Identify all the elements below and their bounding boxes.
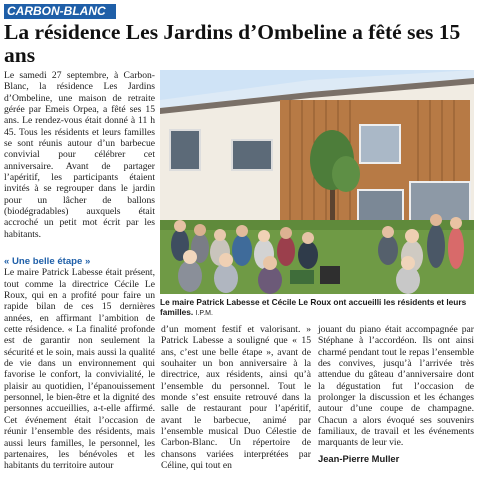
- body-text-1: Le maire Patrick Labesse était présent, tout comme la directrice Cécile Le Roux, qui en a profité pour faire un rapide bilan de ces 15 dernières années, en affirmant l’ambition de cette résidence. « La finalité profonde est de garantir non seulement la sécurité et le soin, mais aussi la qualité de vie dans un environnement qui favorise le confort, la convivialité, le plaisir au quotidien, l’épanouissement personnel, le bien-être et la dignité des personnes accueillies, a-t-elle affirmé. Cet événement était l’occasion de réunir l’ensemble des résidents, mais aussi leurs familles, le personnel, les partenaires, les bénévoles et les habitants du territoire autour: [4, 267, 155, 472]
- author-signature: Jean-Pierre Muller: [318, 452, 400, 464]
- caption-text: Le maire Patrick Labesse et Cécile Le Roux ont accueilli les résidents et leurs familles.: [160, 297, 467, 318]
- section-tag: CARBON-BLANC: [4, 4, 116, 19]
- body-column-2: [161, 324, 311, 471]
- body-text-2: d’un moment festif et valorisant. » Patrick Labesse a souligné que « 15 ans, c’est une belle étape », avant de souhaiter un bon anniversaire à la directrice, aux résidents, ainsi qu’à l’ensemble du personnel. Tout le monde s’est ensuite retrouvé dans la salle de restaurant pour l’apéritif, avant le barbecue, animé par l’ensemble musical Duo Célestie de Carbon-Blanc. Un répertoire de chansons variées interprétées par Céline, qui tout en: [161, 324, 311, 472]
- event-photo: [160, 70, 474, 294]
- intro-paragraph: Le samedi 27 septembre, à Carbon-Blanc, la résidence Les Jardins d’Ombeline, une maison de retraite gérée par Emeis Orpea, a fêté ses 15 ans. Le rendez-vous était donné à 11 h 45. Tous les résidents et leurs familles se sont réunis autour d’un barbecue convivial pour célébrer cet anniversaire. Avant de partager l’apéritif, les participants étaient invités à se regrouper dans le jardin pour un lâcher de ballons (biodégradables) auxquels était accroché un petit mot écrit par les habitants.: [4, 70, 155, 240]
- intro-column: [4, 70, 155, 240]
- photo-credit: I.P.M.: [195, 310, 213, 318]
- body-text-3: jouant du piano était accompagnée par Stéphane à l’accordéon. Ils ont ainsi charmé pendant tout le repas l’ensemble des convives, jusqu’à l’arrivée très attendue du gâteau d’anniversaire dont la dégustation fut l’occasion de prolonger la discussion et les échanges autour d’une coupe de champagne. Chacun a alors évoqué ses souvenirs familiaux, de travail et les événements marquants de leur vie.: [318, 324, 474, 449]
- photo-caption: [160, 297, 474, 320]
- headline: La résidence Les Jardins d’Ombeline a fêté ses 15 ans: [4, 20, 461, 67]
- body-column-1: [4, 256, 155, 472]
- event-photo-illustration: [160, 70, 474, 294]
- subhead: « Une belle étape »: [4, 256, 91, 267]
- body-column-3: [318, 324, 474, 464]
